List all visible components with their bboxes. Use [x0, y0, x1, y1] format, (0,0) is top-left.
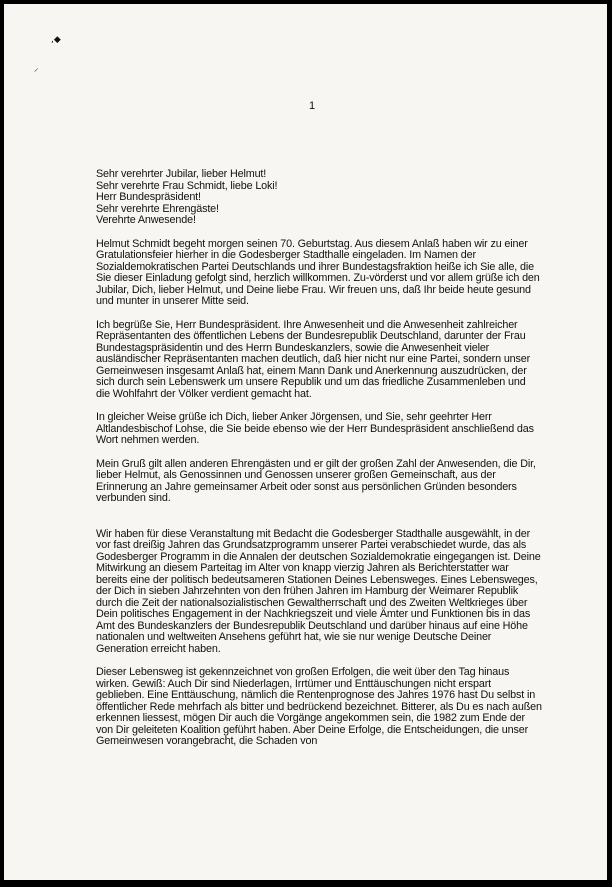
salutation-line: Sehr verehrte Frau Schmidt, liebe Loki!: [96, 179, 278, 192]
salutation-block: [96, 169, 542, 227]
paragraph-joergensen: In gleicher Weise grüße ich Dich, lieber Anker Jörgensen, und Sie, sehr geehrter Herr Altlandesbischof Lohse, die Sie beide ebenso wie der Herr Bundespräsident anschließend das Wort nehmen werden.: [96, 411, 534, 446]
salutation-line: Herr Bundespräsident!: [96, 191, 201, 203]
paragraph-guests: Mein Gruß gilt allen anderen Ehrengästen und er gilt der großen Zahl der Anwesenden, die Dir, lieber Helmut, als Genossinnen und Genossen unserer großen Gemeinschaft, aus der Erinnerung an Jahre gemeinsamer Arbeit oder sonst aus persönlichen Gründen besonders verbunden sind.: [96, 457, 536, 504]
letter-body: [96, 169, 542, 760]
page-number: 1: [309, 100, 316, 112]
stray-mark: ,◆: [51, 35, 61, 45]
salutation-line: Verehrte Anwesende!: [96, 214, 196, 226]
salutation-line: Sehr verehrte Ehrengäste!: [96, 202, 219, 215]
salutation-line: Sehr verehrter Jubilar, lieber Helmut!: [96, 168, 267, 180]
paragraph-birthday: Helmut Schmidt begeht morgen seinen 70. Geburtstag. Aus diesem Anlaß haben wir zu einer Gratulationsfeier hierher in die Godesberger Stadthalle eingeladen. Im Namen der Sozialdemokratischen Partei Deutschlands und ihrer Bundestagsfraktion heiße ich Sie alle, die Sie dieser Einladung gefolgt sind, herzlich willkommen. Zu-vörderst und vor allem grüße ich den Jubilar, Dich, lieber Helmut, und Deine liebe Frau. Wir freuen uns, daß Ihr beide heute gesund und munter in unserer Mitte seid.: [96, 237, 540, 307]
paragraph-godesberg: Wir haben für diese Veranstaltung mit Bedacht die Godesberger Stadthalle ausgewählt, in der vor fast dreißig Jahren das Grundsatzprogramm unserer Partei verabschiedet wurde, das als Godesberger Programm in die Annalen der deutschen Sozialdemokratie eingegangen ist. Deine Mitwirkung an diesem Parteitag im Alter von knapp vierzig Jahren als Berichterstatter war bereits eine der politisch bedeutsameren Stationen Deines Lebensweges. Eines Lebensweges, der Dich in sieben Jahrzehnten von den frühen Jahren im Hamburg der Weimarer Republik durch die Zeit der nationalsozialistischen Gewaltherrschaft und des Zweiten Weltkrieges über Dein politisches Engagement in der Nachkriegszeit und viele Ämter und Funktionen bis in das Amt des Bundeskanzlers der Bundesrepublik Deutschland und darüber hinaus auf eine Höhe nationalen und weltweiten Ansehens geführt hat, wie sie nur wenige Deutsche Deiner Generation erreicht haben.: [96, 527, 541, 655]
document-sheet: [4, 4, 607, 880]
stray-mark: ⸝: [34, 64, 39, 74]
paragraph-lebensweg: Dieser Lebensweg ist gekennzeichnet von großen Erfolgen, die weit über den Tag hinaus wirken. Gewiß: Auch Dir sind Niederlagen, Irrtümer und Enttäuschungen nicht erspart geblieben. Eine Enttäuschung, nämlich die Rentenprognose des Jahres 1976 hast Du selbst in öffentlicher Rede mehrfach als bitter und bedrückend bezeichnet. Bitterer, als Du es nach außen erkennen liessest, mögen Dir auch die Vorgänge angekommen sein, die 1982 zum Ende der von Dir geleiteten Koalition geführt haben. Aber Deine Erfolge, die Entscheidungen, die unser Gemeinwesen vorangebracht, die Schaden von: [96, 666, 542, 747]
paragraph-president: Ich begrüße Sie, Herr Bundespräsident. Ihre Anwesenheit und die Anwesenheit zahlreicher Repräsentanten des öffentlichen Lebens der Bundesrepublik Deutschland, darunter der Frau Bundestagspräsidentin und des Herrn Bundeskanzlers, sowie die Anwesenheit vieler ausländischer Repräsentanten machen deutlich, daß hier nicht nur eine Partei, sondern unser Gemeinwesen insgesamt Anlaß hat, einem Mann Dank und Anerkennung auszudrücken, der sich durch sein Lebenswerk um unsere Republik und um das friedliche Zusammenleben und die Wohlfahrt der Völker verdient gemacht hat.: [96, 318, 531, 400]
